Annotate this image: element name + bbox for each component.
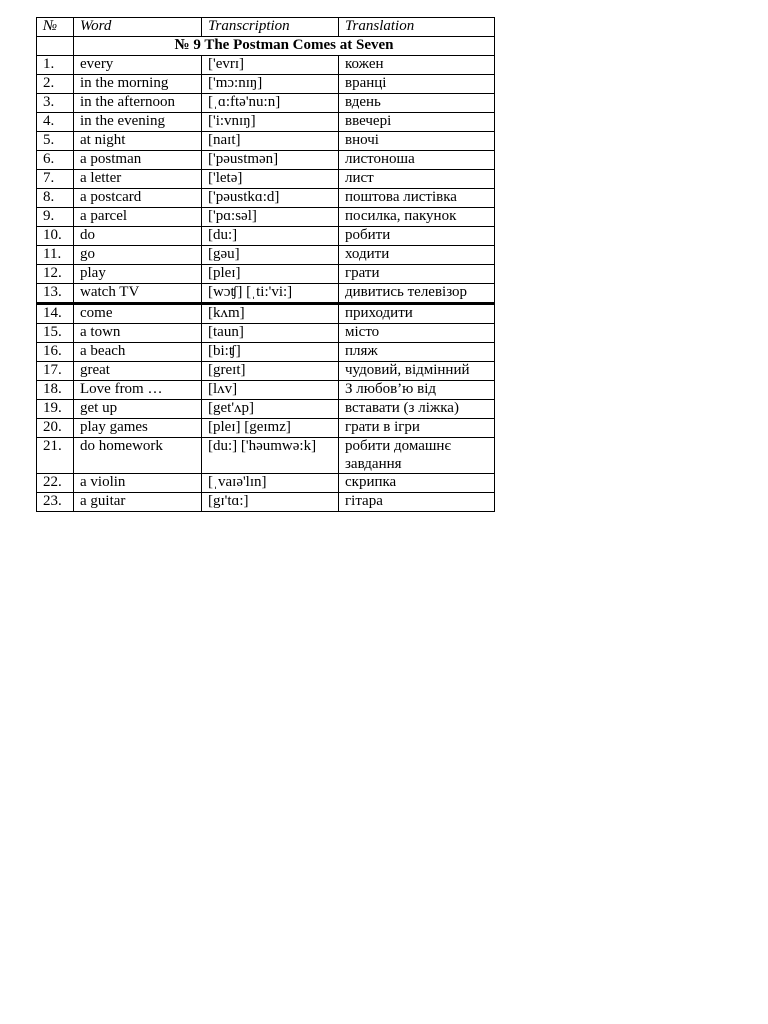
translation-cell: ходити xyxy=(339,246,495,265)
word-cell: in the morning xyxy=(74,75,202,94)
translation-cell: лист xyxy=(339,170,495,189)
translation-cell: гітара xyxy=(339,493,495,512)
word-cell: come xyxy=(74,304,202,324)
transcription-cell: [bi:ʧ] xyxy=(202,343,339,362)
table-row xyxy=(37,208,495,227)
table-row xyxy=(37,362,495,381)
translation-cell: робити xyxy=(339,227,495,246)
row-number: 3. xyxy=(37,94,74,113)
translation-cell: З любов’ю від xyxy=(339,381,495,400)
table-row xyxy=(37,304,495,324)
word-cell: every xyxy=(74,56,202,75)
translation-cell: поштова листівка xyxy=(339,189,495,208)
transcription-cell: [du:] xyxy=(202,227,339,246)
word-cell: play games xyxy=(74,419,202,438)
table-row xyxy=(37,265,495,284)
row-number: 6. xyxy=(37,151,74,170)
row-number: 15. xyxy=(37,324,74,343)
table-row xyxy=(37,75,495,94)
translation-cell: вставати (з ліжка) xyxy=(339,400,495,419)
row-number: 22. xyxy=(37,474,74,493)
word-cell: get up xyxy=(74,400,202,419)
header-translation: Translation xyxy=(339,18,495,37)
header-word: Word xyxy=(74,18,202,37)
translation-cell: посилка, пакунок xyxy=(339,208,495,227)
transcription-cell: ['pəustkɑ:d] xyxy=(202,189,339,208)
word-cell: great xyxy=(74,362,202,381)
table-row xyxy=(37,94,495,113)
row-number: 10. xyxy=(37,227,74,246)
translation-cell: дивитись телевізор xyxy=(339,284,495,304)
word-cell: a violin xyxy=(74,474,202,493)
transcription-cell: ['mɔ:nɪŋ] xyxy=(202,75,339,94)
word-cell: a postcard xyxy=(74,189,202,208)
translation-cell: вдень xyxy=(339,94,495,113)
word-cell: a letter xyxy=(74,170,202,189)
table-row xyxy=(37,400,495,419)
transcription-cell: [get'ʌp] xyxy=(202,400,339,419)
transcription-cell: [pleɪ] [geɪmz] xyxy=(202,419,339,438)
row-number: 17. xyxy=(37,362,74,381)
translation-cell: вночі xyxy=(339,132,495,151)
table-row xyxy=(37,284,495,304)
row-number: 14. xyxy=(37,304,74,324)
word-cell: do xyxy=(74,227,202,246)
word-cell: in the evening xyxy=(74,113,202,132)
row-number: 16. xyxy=(37,343,74,362)
word-cell: a guitar xyxy=(74,493,202,512)
row-number: 12. xyxy=(37,265,74,284)
table-row xyxy=(37,419,495,438)
transcription-cell: [du:] ['həumwə:k] xyxy=(202,438,339,474)
table-row xyxy=(37,151,495,170)
word-cell: watch TV xyxy=(74,284,202,304)
word-cell: do homework xyxy=(74,438,202,474)
word-cell: a postman xyxy=(74,151,202,170)
transcription-cell: [kʌm] xyxy=(202,304,339,324)
translation-cell: грати xyxy=(339,265,495,284)
translation-cell: скрипка xyxy=(339,474,495,493)
table-row xyxy=(37,324,495,343)
header-row xyxy=(37,18,495,37)
word-cell: Love from … xyxy=(74,381,202,400)
transcription-cell: [ˌvaɪə'lɪn] xyxy=(202,474,339,493)
word-cell: go xyxy=(74,246,202,265)
transcription-cell: ['letə] xyxy=(202,170,339,189)
row-number: 13. xyxy=(37,284,74,304)
table-row xyxy=(37,381,495,400)
table-row xyxy=(37,56,495,75)
translation-cell: листоноша xyxy=(339,151,495,170)
transcription-cell: [greɪt] xyxy=(202,362,339,381)
table-row xyxy=(37,343,495,362)
row-number: 19. xyxy=(37,400,74,419)
word-cell: a parcel xyxy=(74,208,202,227)
translation-cell: кожен xyxy=(339,56,495,75)
transcription-cell: ['pəustmən] xyxy=(202,151,339,170)
table-row xyxy=(37,227,495,246)
translation-cell: вранці xyxy=(339,75,495,94)
row-number: 8. xyxy=(37,189,74,208)
table-row xyxy=(37,189,495,208)
transcription-cell: [pleɪ] xyxy=(202,265,339,284)
transcription-cell: [naɪt] xyxy=(202,132,339,151)
title-row xyxy=(37,37,495,56)
table-row xyxy=(37,113,495,132)
translation-cell: чудовий, відмінний xyxy=(339,362,495,381)
row-number: 9. xyxy=(37,208,74,227)
table-row xyxy=(37,493,495,512)
transcription-cell: [wɔʧ] [ˌti:'vi:] xyxy=(202,284,339,304)
table-row xyxy=(37,438,495,474)
word-cell: a beach xyxy=(74,343,202,362)
transcription-cell: [gɪ'tɑ:] xyxy=(202,493,339,512)
row-number: 7. xyxy=(37,170,74,189)
header-transcription: Transcription xyxy=(202,18,339,37)
translation-cell: приходити xyxy=(339,304,495,324)
row-number: 23. xyxy=(37,493,74,512)
row-number: 21. xyxy=(37,438,74,474)
row-number: 18. xyxy=(37,381,74,400)
transcription-cell: [lʌv] xyxy=(202,381,339,400)
row-number: 20. xyxy=(37,419,74,438)
table-row xyxy=(37,246,495,265)
transcription-cell: [taun] xyxy=(202,324,339,343)
row-number: 2. xyxy=(37,75,74,94)
translation-cell: пляж xyxy=(339,343,495,362)
title-empty-cell xyxy=(37,37,74,56)
row-number: 11. xyxy=(37,246,74,265)
transcription-cell: ['i:vnɪŋ] xyxy=(202,113,339,132)
word-cell: play xyxy=(74,265,202,284)
translation-cell: місто xyxy=(339,324,495,343)
translation-cell: грати в ігри xyxy=(339,419,495,438)
transcription-cell: ['pɑ:səl] xyxy=(202,208,339,227)
transcription-cell: [ˌɑ:ftə'nu:n] xyxy=(202,94,339,113)
lesson-title: № 9 The Postman Comes at Seven xyxy=(74,37,495,56)
word-cell: in the afternoon xyxy=(74,94,202,113)
transcription-cell: [gəu] xyxy=(202,246,339,265)
header-number: № xyxy=(37,18,74,37)
row-number: 5. xyxy=(37,132,74,151)
table-row xyxy=(37,170,495,189)
word-cell: a town xyxy=(74,324,202,343)
row-number: 4. xyxy=(37,113,74,132)
word-cell: at night xyxy=(74,132,202,151)
row-number: 1. xyxy=(37,56,74,75)
table-row xyxy=(37,132,495,151)
vocabulary-table xyxy=(36,17,495,512)
translation-cell: робити домашнє завдання xyxy=(339,438,495,474)
table-row xyxy=(37,474,495,493)
transcription-cell: ['evrɪ] xyxy=(202,56,339,75)
translation-cell: ввечері xyxy=(339,113,495,132)
